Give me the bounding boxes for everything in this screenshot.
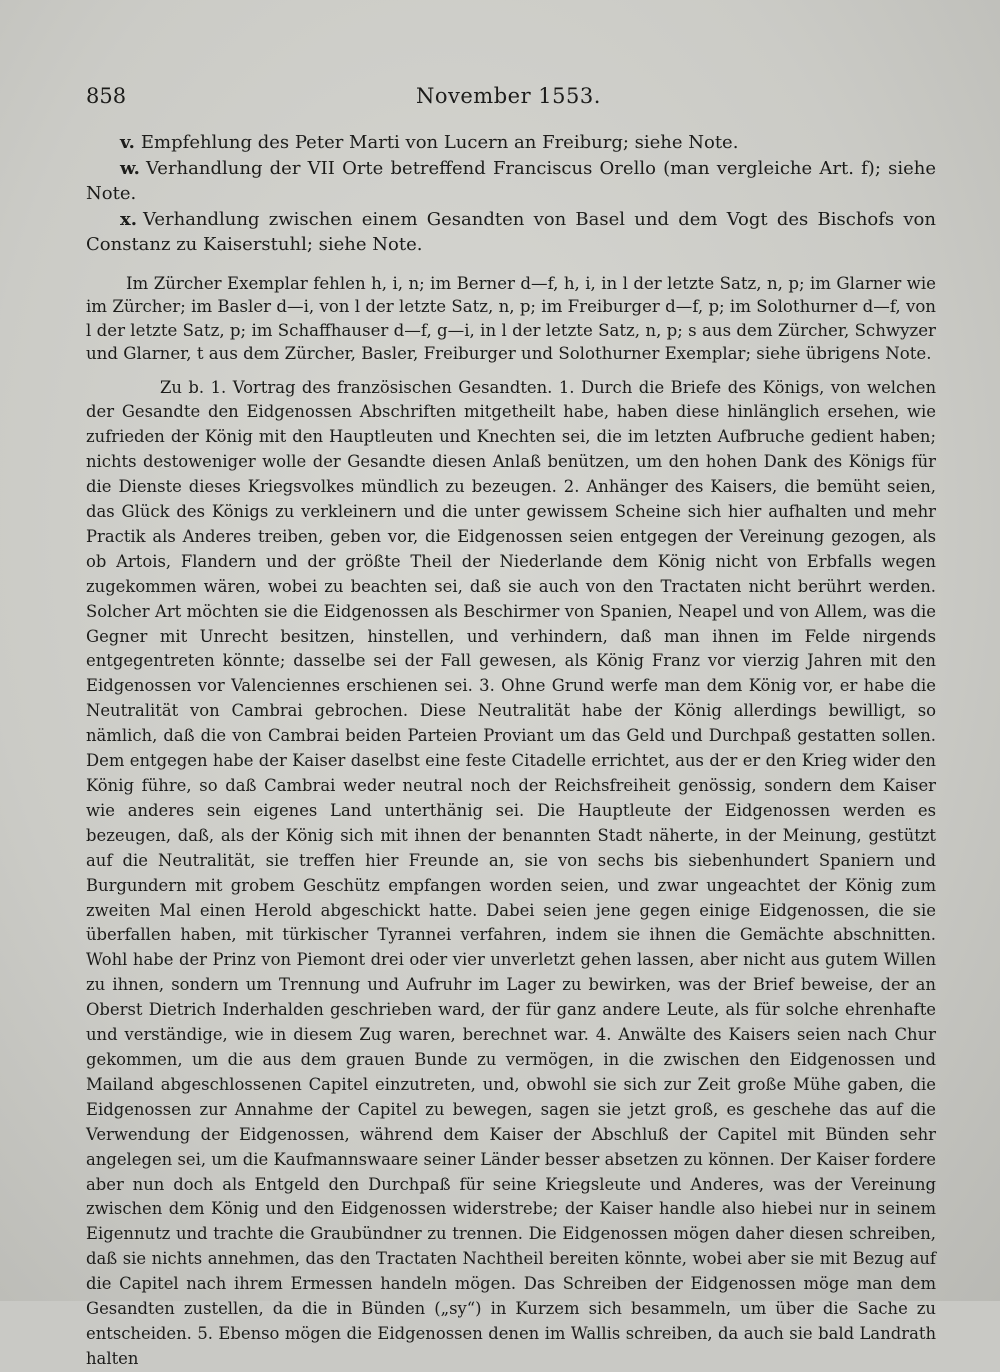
running-title: November 1553. (416, 84, 601, 108)
item-letter: w. (120, 157, 140, 179)
page-number: 858 (86, 84, 127, 108)
list-item (86, 156, 936, 207)
item-text: Verhandlung zwischen einem Gesandten von Basel und dem Vogt des Bischofs von Constanz zu Kaiserstuhl; siehe Note. (86, 208, 936, 255)
list-item (86, 207, 936, 258)
item-text: Empfehlung des Peter Marti von Lucern an Freiburg; siehe Note. (140, 132, 739, 153)
item-list (86, 130, 936, 258)
body-paragraph: Zu b. 1. Vortrag des französischen Gesandten. 1. Durch die Briefe des Königs, von welchen der Gesandte den Eidgenossen Abschriften mitgetheilt habe, haben diese hinlänglich ersehen, wie zufrieden der König mit den Hauptleuten und Knechten sei, die im letzten Aufbruche gedient haben; nichts destoweniger wolle der Gesandte diesen Anlaß benützen, um den hohen Dank des Königs für die Dienste dieses Kriegsvolkes mündlich zu bezeugen. 2. Anhänger des Kaisers, die bemüht seien, das Glück des Königs zu verkleinern und die unter gewissem Scheine sich hier aufhalten und mehr Practik als Anderes treiben, geben vor, die Eidgenossen seien entgegen der Vereinung gezogen, als ob Artois, Flandern und der größte Theil der Niederlande dem König nicht von Erbfalls wegen zugekommen wären, wobei zu beachten sei, daß sie auch von den Tractaten nicht berührt werden. Solcher Art möchten sie die Eidgenossen als Beschirmer von Spanien, Neapel und von Allem, was die Gegner mit Unrecht besitzen, hinstellen, und verhindern, daß man ihnen im Felde nirgends entgegentreten könnte; dasselbe sei der Fall gewesen, als König Franz vor vierzig Jahren mit den Eidgenossen vor Valenciennes erschienen sei. 3. Ohne Grund werfe man dem König vor, er habe die Neutralität von Cambrai gebrochen. Diese Neutralität habe der König allerdings bewilligt, so nämlich, daß die von Cambrai beiden Parteien Proviant um das Geld und Durchpaß gestatten sollen. Dem entgegen habe der Kaiser daselbst eine feste Citadelle errichtet, aus der er den Krieg wider den König führe, so daß Cambrai weder neutral noch der Reichsfreiheit genössig, sondern dem Kaiser wie anderes sein eigenes Land unterthänig sei. Die Hauptleute der Eidgenossen werden es bezeugen, daß, als der König sich mit ihnen der benannten Stadt näherte, in der Meinung, gestützt auf die Neutralität, sie treffen hier Freunde an, sie von sechs bis siebenhundert Spaniern und Burgundern mit grobem Geschütz empfangen worden seien, und zwar ungeachtet der König zum zweiten Mal einen Herold abgeschickt hatte. Dabei seien jene gegen einige Eidgenossen, die sie überfallen haben, mit türkischer Tyrannei verfahren, indem sie ihnen die Gemächte abschnitten. Wohl habe der Prinz von Piemont drei oder vier unverletzt gehen lassen, aber nicht aus gutem Willen zu ihnen, sondern um Trennung und Aufruhr im Lager zu bewirken, was der Brief beweise, der an Oberst Dietrich Inderhalden geschrieben ward, der für ganz andere Leute, als für solche ehrenhafte und verständige, wie in diesem Zug waren, berechnet war. 4. Anwälte des Kaisers seien nach Chur gekommen, um die aus dem grauen Bunde zu vermögen, in die zwischen den Eidgenossen und Mailand abgeschlossenen Capitel einzutreten, und, obwohl sie sich zur Zeit große Mühe gaben, die Eidgenossen zur Annahme der Capitel zu bewegen, sagen sie jetzt groß, es geschehe das auf die Verwendung der Eidgenossen, während dem Kaiser der Abschluß der Capitel mit Bünden sehr angelegen sei, um die Kaufmannswaare seiner Länder besser absetzen zu können. Der Kaiser fordere aber nun doch als Entgeld den Durchpaß für seine Kriegsleute und Anderes, was der Vereinung zwischen dem König und den Eidgenossen widerstrebe; der Kaiser handle also hiebei nur in seinem Eigennutz und trachte die Graubündner zu trennen. Die Eidgenossen mögen daher diesen schreiben, daß sie nichts annehmen, das den Tractaten Nachtheil bereiten könnte, wobei aber sie mit Bezug auf die Capitel nach ihrem Ermessen handeln mögen. Das Schreiben der Eidgenossen möge man dem Gesandten zustellen, da die in Bünden („sy“) in Kurzem sich besammeln, um über die Sache zu entscheiden. 5. Ebenso mögen die Eidgenossen denen im Wallis schreiben, da auch sie bald Landrath halten (86, 377, 936, 1368)
item-letter: v. (120, 132, 135, 153)
exemplar-note-paragraph: Im Zürcher Exemplar fehlen h, i, n; im Berner d—f, h, i, in l der letzte Satz, n, p; im Glarner wie im Zürcher; im Basler d—i, von l der letzte Satz, n, p; im Freiburger d—f, p; im Solothurner d—f, von l der letzte Satz, p; im Schaffhauser d—f, g—i, in l der letzte Satz, n, p; s aus dem Zürcher, Schwyzer und Glarner, t aus dem Zürcher, Basler, Freiburger und Solothurner Exemplar; siehe übrigens Note. (86, 273, 936, 363)
item-text: Verhandlung der VII Orte betreffend Franciscus Orello (man vergleiche Art. f); siehe Note. (86, 157, 936, 204)
page-header (86, 84, 936, 118)
item-letter: x. (120, 208, 137, 230)
list-item (86, 130, 936, 156)
